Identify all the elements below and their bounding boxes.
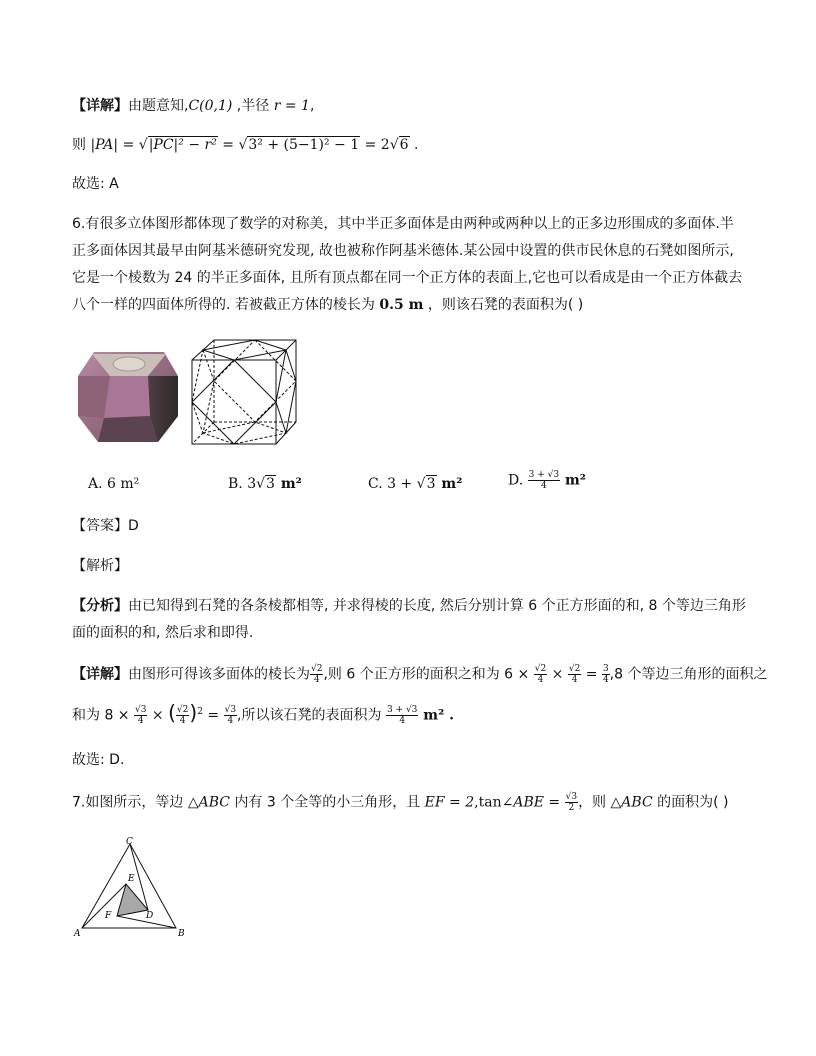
detail-line-1 [72,96,314,116]
q7-frac-num: √3 [565,792,578,802]
sqrt-sign: √ [138,137,148,153]
detail2-l2a: 和为 8 × [72,707,134,724]
center-point: C(0,1) [188,98,233,114]
q6-line-4 [72,295,583,315]
detail2-l2c: = [202,707,224,724]
paren-close: ) [189,700,198,725]
option-b-unit: m² [275,476,302,492]
analysis-tag: 【解析】 [72,558,128,574]
answer-line-2: 故选: D. [72,752,125,768]
frac-6 [176,705,189,726]
answer-line-1: 故选: A [72,176,119,192]
answer-tag: 【答案】D [72,518,139,534]
q7-b: 内有 3 个全等的小三角形，且 [229,794,425,811]
option-b-radicand: 3 [266,476,275,492]
frac-5 [134,705,147,726]
vertex-f-label: F [105,911,112,921]
calc-line-1 [72,135,418,155]
fenxi-label: 【分析】 [72,598,128,614]
frac-3-num: √2 [568,664,581,674]
option-b[interactable] [228,476,302,492]
frac-5-num: √3 [135,705,147,716]
q7-e: ，则 [578,794,611,811]
radius-value: r = 1 [273,98,310,114]
sqrt-sign-2: √ [238,137,248,153]
calc-end: . [409,137,419,153]
frac-6-num: √2 [176,705,189,716]
frac-5-den: 4 [137,716,144,727]
paren-open: ( [168,700,176,725]
edge-length: 0.5 m [379,297,424,313]
vertex-a-label: A [74,929,81,939]
frac-8-num: 3 + √3 [386,705,418,716]
q7-frac-den: 2 [568,803,575,813]
frac-6-den: 4 [179,716,186,727]
option-c-pre: C. 3 + [368,476,417,492]
frac-4 [602,664,610,685]
detail2-e: ,8 个等边三角形的面积之 [609,666,768,683]
q6-line-2: 正多面体因其最早由阿基米德研究发现, 故也被称作阿基米德体.某公园中设置的供市民休息的石凳如图所示, [72,243,734,259]
fenxi-text-1: 由已知得到石凳的各条棱都相等, 并求得棱的长度, 然后分别计算 6 个正方形面的和, 8 个等边三角形 [128,598,746,614]
frac-den: 4 [541,481,547,491]
q7-a: 7.如图所示，等边 [72,794,188,811]
q7-tri1: △ABC [187,794,230,811]
detail2-l2b: × [147,707,169,724]
frac-3 [568,664,581,685]
frac-1-num: √2 [311,664,323,674]
vertex-d-label: D [146,911,154,921]
q7-tri2: △ABC [610,794,653,811]
q7-ef: EF = 2 [424,794,475,811]
frac-8-den: 4 [399,716,406,727]
detail2-a: 由图形可得该多面体的棱长为 [128,666,310,683]
detail2-line-1 [72,664,767,685]
vertex-e-label: E [128,874,135,884]
calc-lhs: |PA| = [90,137,139,153]
frac-3-den: 4 [571,675,578,685]
option-c-radicand: 3 [426,476,436,492]
sqrt-sign-c: √ [416,476,426,492]
option-c-unit: m² [436,476,463,492]
detail2-l2e: m² . [418,707,454,724]
option-d-fraction [528,470,560,491]
option-d[interactable] [508,470,586,491]
truncated-cube-diagram [188,336,300,448]
exponent-2: 2 [197,707,203,717]
detail-text-3: , [309,98,315,114]
frac-4-den: 4 [602,675,609,685]
sqrt-sign-b: √ [256,476,266,492]
option-c[interactable] [368,476,462,492]
calc-prefix: 则 [72,137,91,153]
radical-2: 3² + (5−1)² − 1 [248,137,360,153]
detail2-d: = [581,666,602,683]
detail-label: 【详解】 [72,98,128,114]
option-a-text: A. 6 m² [88,476,140,492]
detail2-c: × [547,666,568,683]
detail2-label: 【详解】 [72,666,128,683]
sqrt-sign-3: √ [389,137,399,153]
q6-line-1: 6.有很多立体图形都体现了数学的对称美，其中半正多面体是由两种或两种以上的正多边形围成的多面体.半 [72,216,734,232]
frac-num: 3 + √3 [528,470,560,480]
triangle-abc-diagram [72,836,192,940]
detail2-b: ,则 6 个正方形的面积之和为 6 × [323,666,534,683]
detail-text: 由题意知, [128,98,189,114]
vertex-c-label: C [126,837,133,847]
fenxi-line-1 [72,596,746,616]
calc-eq: = [217,137,239,153]
option-b-pre: B. 3 [228,476,257,492]
frac-8 [386,705,418,726]
radical-1: |PC|² − r² [148,137,217,153]
detail2-l2d: ,所以该石凳的表面积为 [237,707,386,724]
frac-2-num: √2 [534,664,547,674]
frac-2 [534,664,547,685]
option-d-unit: m² [560,472,586,489]
radical-3: 6 [399,137,409,153]
detail-text-2: ,半径 [232,98,274,114]
q7-abe: ABE [513,794,544,811]
frac-2-den: 4 [537,675,544,685]
frac-1 [310,664,323,685]
detail2-line-2 [72,702,454,726]
q6-line-3: 它是一个棱数为 24 的半正多面体, 且所有顶点都在同一个正方体的表面上,它也可以看成是由一个正方体截去 [72,270,743,286]
stone-bench-photo [74,346,182,446]
q6-line-4b: ，则该石凳的表面积为( ) [423,297,584,313]
option-d-pre: D. [508,472,528,489]
frac-1-den: 4 [313,675,320,685]
q7-line [72,792,728,813]
q6-line-4a: 八个一样的四面体所得的. 若被截正方体的棱长为 [72,297,380,313]
fenxi-line-2: 面的面积的和, 然后求和即得. [72,625,254,641]
q7-c: ,tan∠ [474,794,514,811]
option-a[interactable] [88,476,139,492]
q7-frac [565,792,578,813]
frac-7-num: √3 [224,705,237,716]
frac-7-den: 4 [227,716,234,727]
calc-eq-2: = 2 [360,137,390,153]
frac-7 [224,705,237,726]
q7-d: = [543,794,565,811]
q7-f: 的面积为( ) [652,794,729,811]
vertex-b-label: B [178,929,185,939]
frac-4-num: 3 [602,664,609,674]
